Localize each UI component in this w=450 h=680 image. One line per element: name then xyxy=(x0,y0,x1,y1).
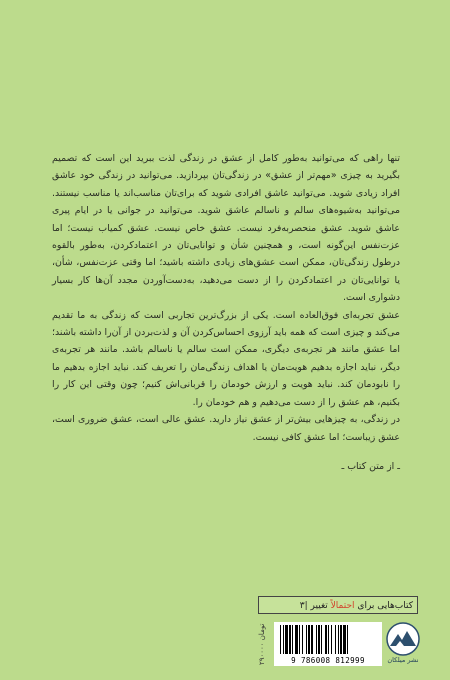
series-highlight: احتمالاً xyxy=(330,601,355,611)
price-label: ۲۹۰۰۰۰ تومان xyxy=(258,623,266,665)
publisher-logo xyxy=(386,622,420,668)
back-cover-text xyxy=(52,150,400,475)
barcode-bars-icon xyxy=(274,622,382,656)
series-prefix: کتاب‌هایی برای xyxy=(357,601,413,611)
mountains-logo-icon xyxy=(386,622,420,656)
series-label: کتاب‌هایی برای احتمالاً تغییر |۳ xyxy=(258,596,418,614)
source-note: ـ از متن کتاب ـ xyxy=(341,460,400,472)
series-suffix: تغییر xyxy=(310,601,328,611)
paragraph-3: در زندگی، به چیزهایی بیش‌تر از عشق نیاز دارید. عشق عالی است، عشق ضروری است، عشق زیباست؛ اما عشق کافی نیست. xyxy=(52,414,400,443)
barcode xyxy=(274,622,382,666)
paragraph-2: عشق تجربه‌ای فوق‌العاده است. یکی از بزرگ‌ترین تجاربی است که زندگی به ما تقدیم می‌کند و چیزی است که همه باید آرزوی احساس‌کردن آن و لذت‌بردن از آن‌را داشته باشند؛ اما عشق مانند هر تجربه‌ی دیگری، ممکن است سالم یا ناسالم باشد. مانند هر تجربه‌ی دیگر، نباید اجازه بدهیم هویت‌مان یا اهداف زندگی‌مان را تعریف کند. نباید اجازه بدهیم ما را نابودمان کند. نباید هویت و ارزش خودمان را قربانی‌اش کنیم؛ چون وقتی این کار را بکنیم، هم عشق را از دست می‌دهیم و هم خودمان را. xyxy=(52,309,400,408)
barcode-number: 9 786008 812999 xyxy=(274,656,382,665)
paragraph-1: تنها راهی که می‌توانید به‌طور کامل از عشق در زندگی لذت ببرید این است که تصمیم بگیرید به چیزی «مهم‌تر از عشق» در زندگی‌تان بپردازید. می‌توانید در زندگی خود عاشق افراد زیادی شوید. می‌توانید عاشق افرادی شوید که برای‌تان مناسب‌اند یا مناسب نیستند. می‌توانید به‌شیوه‌های سالم و ناسالم عاشق شوید. می‌توانید در جوانی یا در ایام پیری عاشق شوید. عشق منحصربه‌فرد نیست. عشق خاص نیست. عشق کمیاب نیست؛ اما عزت‌نفس این‌گونه است، و همچنین شأن و توانایی‌تان در اعتمادکردن، به‌طور بالقوه در‌طول زندگی‌تان، ممکن است عشق‌های زیادی داشته باشید؛ اما وقتی عزت‌نفس، شأن، یا توانایی‌تان در اعتمادکردن را از دست می‌دهید، به‌دست‌آوردن مجدد آن‌ها کار بسیار دشواری است. xyxy=(52,153,400,304)
publisher-name: نشر میلکان xyxy=(387,656,419,664)
series-number: ۳ xyxy=(299,601,305,611)
